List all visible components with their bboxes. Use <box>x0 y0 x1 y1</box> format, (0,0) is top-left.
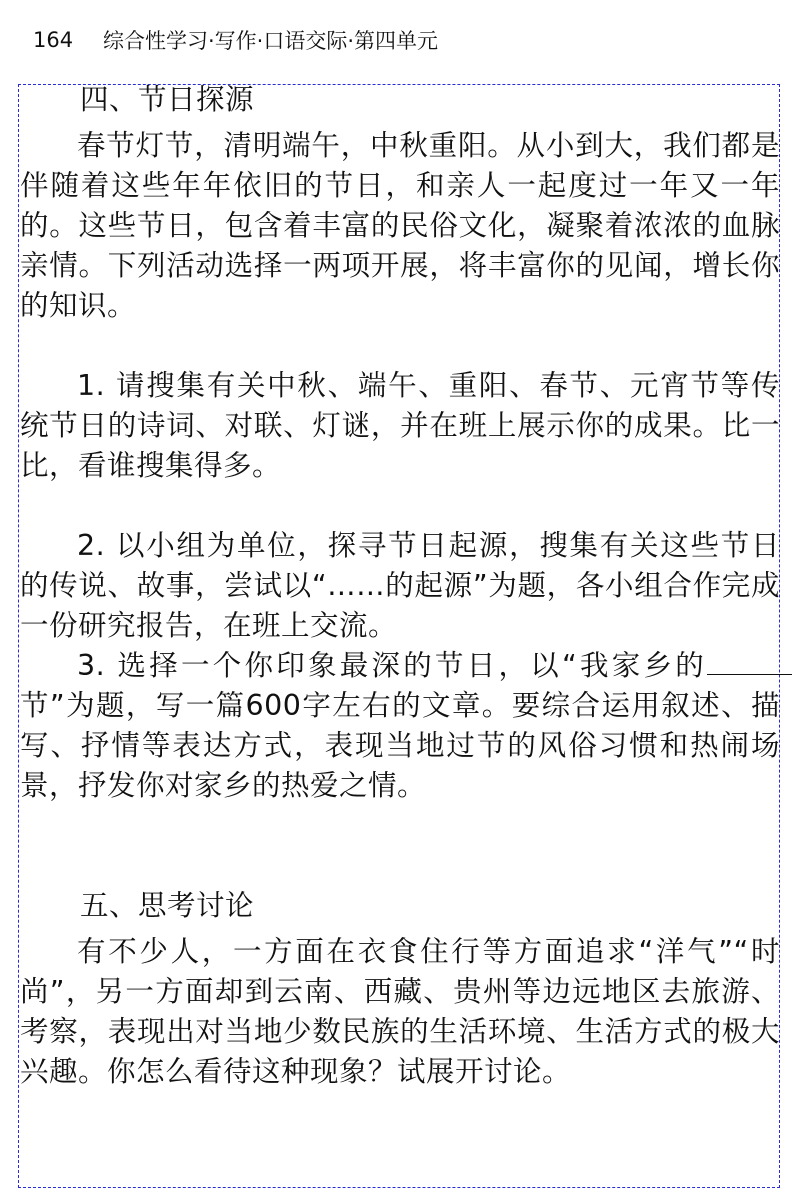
running-title: 综合性学习·写作·口语交际·第四单元 <box>103 29 439 53</box>
item-3-part-1: 3. 选择一个你印象最深的节日，以“我家乡的 <box>77 649 707 682</box>
fill-blank-line <box>707 648 792 675</box>
item-2-text: 2. 以小组为单位，探寻节日起源，搜集有关这些节日的传说、故事，尝试以“……的起源”为题，各小组合作完成一份研究报告，在班上交流。 <box>20 529 780 642</box>
discussion-text: 有不少人，一方面在衣食住行等方面追求“洋气”“时尚”，另一方面却到云南、西藏、贵州等边远地区去旅游、考察，表现出对当地少数民族的生活环境、生活方式的极大兴趣。你怎么看待这种现象？试展开讨论。 <box>20 935 780 1088</box>
section-5-title: 五、思考讨论 <box>80 889 255 922</box>
section-4-intro <box>20 126 780 326</box>
item-3-part-2: 节”为题，写一篇600字左右的文章。要综合运用叙述、描写、抒情等表达方式，表现当地过节的风俗习惯和热闹场景，抒发你对家乡的热爱之情。 <box>20 689 780 802</box>
activity-item-1 <box>20 366 780 486</box>
item-1-text: 1. 请搜集有关中秋、端午、重阳、春节、元宵节等传统节日的诗词、对联、灯谜，并在班上展示你的成果。比一比，看谁搜集得多。 <box>20 369 780 482</box>
activity-item-2 <box>20 526 780 646</box>
intro-paragraph: 春节灯节，清明端午，中秋重阳。从小到大，我们都是伴随着这些年年依旧的节日，和亲人一起度过一年又一年的。这些节日，包含着丰富的民俗文化，凝聚着浓浓的血脉亲情。下列活动选择一两项开展，将丰富你的见闻，增长你的知识。 <box>20 129 780 322</box>
section-5-paragraph <box>20 932 780 1092</box>
item-3-text <box>20 646 780 806</box>
page-number: 164 <box>33 28 74 52</box>
activity-item-3 <box>20 646 780 806</box>
section-4-title: 四、节日探源 <box>80 83 255 116</box>
page-header <box>33 22 438 58</box>
